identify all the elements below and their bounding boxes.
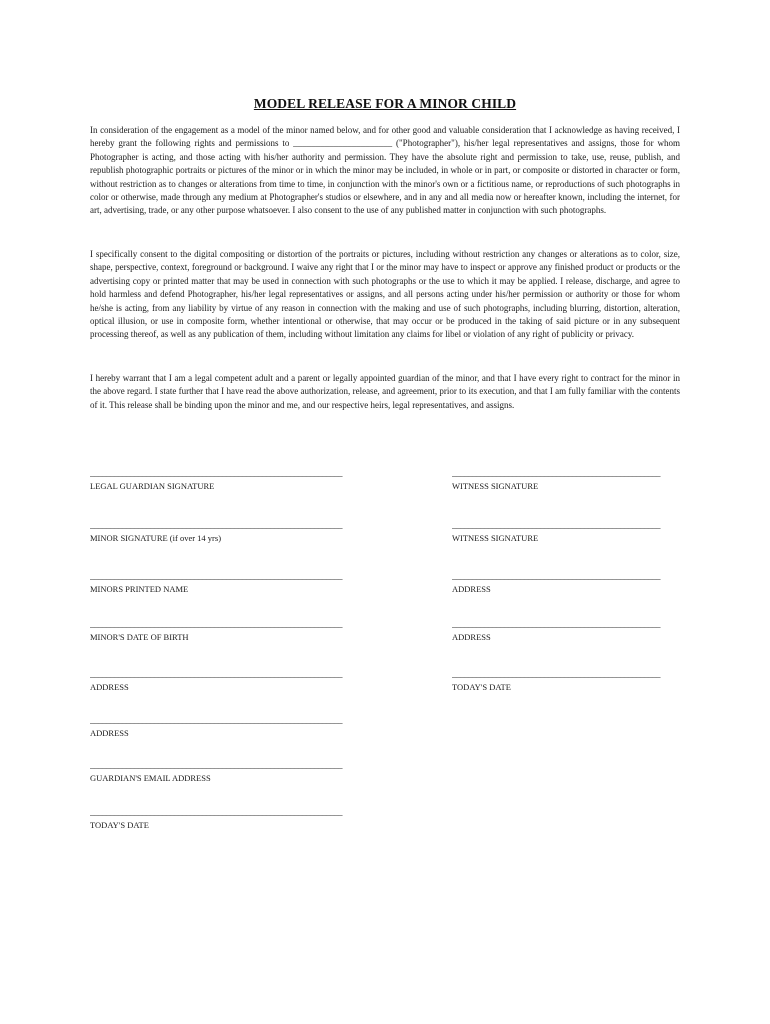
signature-line: _______________________________________________________________ — [90, 670, 342, 679]
signature-line: ____________________________________________________ — [452, 670, 660, 679]
signature-line: ____________________________________________________ — [452, 572, 660, 581]
field-label: WITNESS SIGNATURE — [452, 533, 539, 543]
witness-signature-field[interactable] — [452, 469, 678, 491]
todays-date-field[interactable] — [90, 808, 364, 830]
paragraph-warranty: I hereby warrant that I am a legal competent adult and a parent or legally appointed guardian of the minor, and that I have every right to contract for the minor in the above regard. I state further that I have read the above authorization, release, and agreement, prior to its execution, and that I am fully familiar with the contents of it. This release shall be binding upon the minor and me, and our respective heirs, legal representatives, and assigns. — [90, 373, 680, 410]
address-field[interactable] — [90, 670, 364, 692]
field-label: WITNESS SIGNATURE — [452, 481, 539, 491]
field-label: MINOR'S DATE OF BIRTH — [90, 632, 189, 642]
guardian-email-field[interactable] — [90, 761, 364, 783]
field-label: ADDRESS — [452, 584, 491, 594]
signature-line: ____________________________________________________ — [452, 620, 660, 629]
minor-signature-field[interactable] — [90, 521, 364, 543]
signature-line: _______________________________________________________________ — [90, 716, 342, 725]
signature-line: ____________________________________________________ — [452, 469, 660, 478]
signature-line: _______________________________________________________________ — [90, 620, 342, 629]
document-title: MODEL RELEASE FOR A MINOR CHILD — [253, 96, 517, 111]
minor-date-of-birth-field[interactable] — [90, 620, 364, 642]
field-label: TODAY'S DATE — [90, 820, 149, 830]
field-label: MINOR SIGNATURE (if over 14 yrs) — [90, 533, 222, 543]
address-field[interactable] — [90, 716, 364, 738]
witness-address-field[interactable] — [452, 572, 678, 594]
guardian-signature-field[interactable] — [90, 469, 364, 491]
field-label: ADDRESS — [90, 728, 129, 738]
paragraph-consent: I specifically consent to the digital compositing or distortion of the portraits or pictures, including without restriction any changes or alterations as to color, size, shape, perspective, context, foreground or background. I waive any right that I or the minor may have to inspect or approve any finished product or products or the advertising copy or printed matter that may be used in connection with such photographs or the use to which it may be applied. I release, discharge, and agree to hold harmless and defend Photographer, his/her legal representatives or assigns, and all persons acting under his/her permission or authority or those for whom he/she is acting, from any liability by virtue of any reason in connection with the making and use of such photographs, including blurring, distortion, alteration, optical illusion, or use in composite form, whether intentional or otherwise, that may occur or be produced in the taking of said picture or in any subsequent processing thereof, as well as any publication of them, including without limitation any claims for libel or violation of any right of publicity or privacy. — [90, 249, 680, 340]
signature-line: _______________________________________________________________ — [90, 572, 342, 581]
witness-address-field[interactable] — [452, 620, 678, 642]
signature-line: _______________________________________________________________ — [90, 521, 342, 530]
field-label: ADDRESS — [90, 682, 129, 692]
witness-signature-field[interactable] — [452, 521, 678, 543]
paragraph-consideration: In consideration of the engagement as a model of the minor named below, and for other good and valuable consideration that I acknowledge as having received, I hereby grant the following rights and permissions to ______________________ ("Photographer"), his/her legal representatives and assigns, those for whom Photographer is acting, and those acting with his/her authority and permission. They have the absolute right and permission to take, use, reuse, publish, and republish photographic portraits or pictures of the minor or in which the minor may be included, in whole or in part, or composite or distorted in character or form, without restriction as to changes or alterations from time to time, in conjunction with the minor's own or a fictitious name, or reproductions of such photographs in color or otherwise, made through any medium at Photographer's studios or elsewhere, and in any and all media now or hereafter known, including the internet, for art, advertising, trade, or any other purpose whatsoever. I also consent to the use of any published matter in conjunction with such photographs. — [90, 125, 680, 216]
signature-line: _______________________________________________________________ — [90, 761, 342, 770]
field-label: MINORS PRINTED NAME — [90, 584, 189, 594]
field-label: GUARDIAN'S EMAIL ADDRESS — [90, 773, 211, 783]
signature-line: _______________________________________________________________ — [90, 469, 342, 478]
field-label: TODAY'S DATE — [452, 682, 511, 692]
signature-line: ____________________________________________________ — [452, 521, 660, 530]
signature-line: _______________________________________________________________ — [90, 808, 342, 817]
minor-printed-name-field[interactable] — [90, 572, 364, 594]
field-label: ADDRESS — [452, 632, 491, 642]
witness-todays-date-field[interactable] — [452, 670, 678, 692]
field-label: LEGAL GUARDIAN SIGNATURE — [90, 481, 215, 491]
